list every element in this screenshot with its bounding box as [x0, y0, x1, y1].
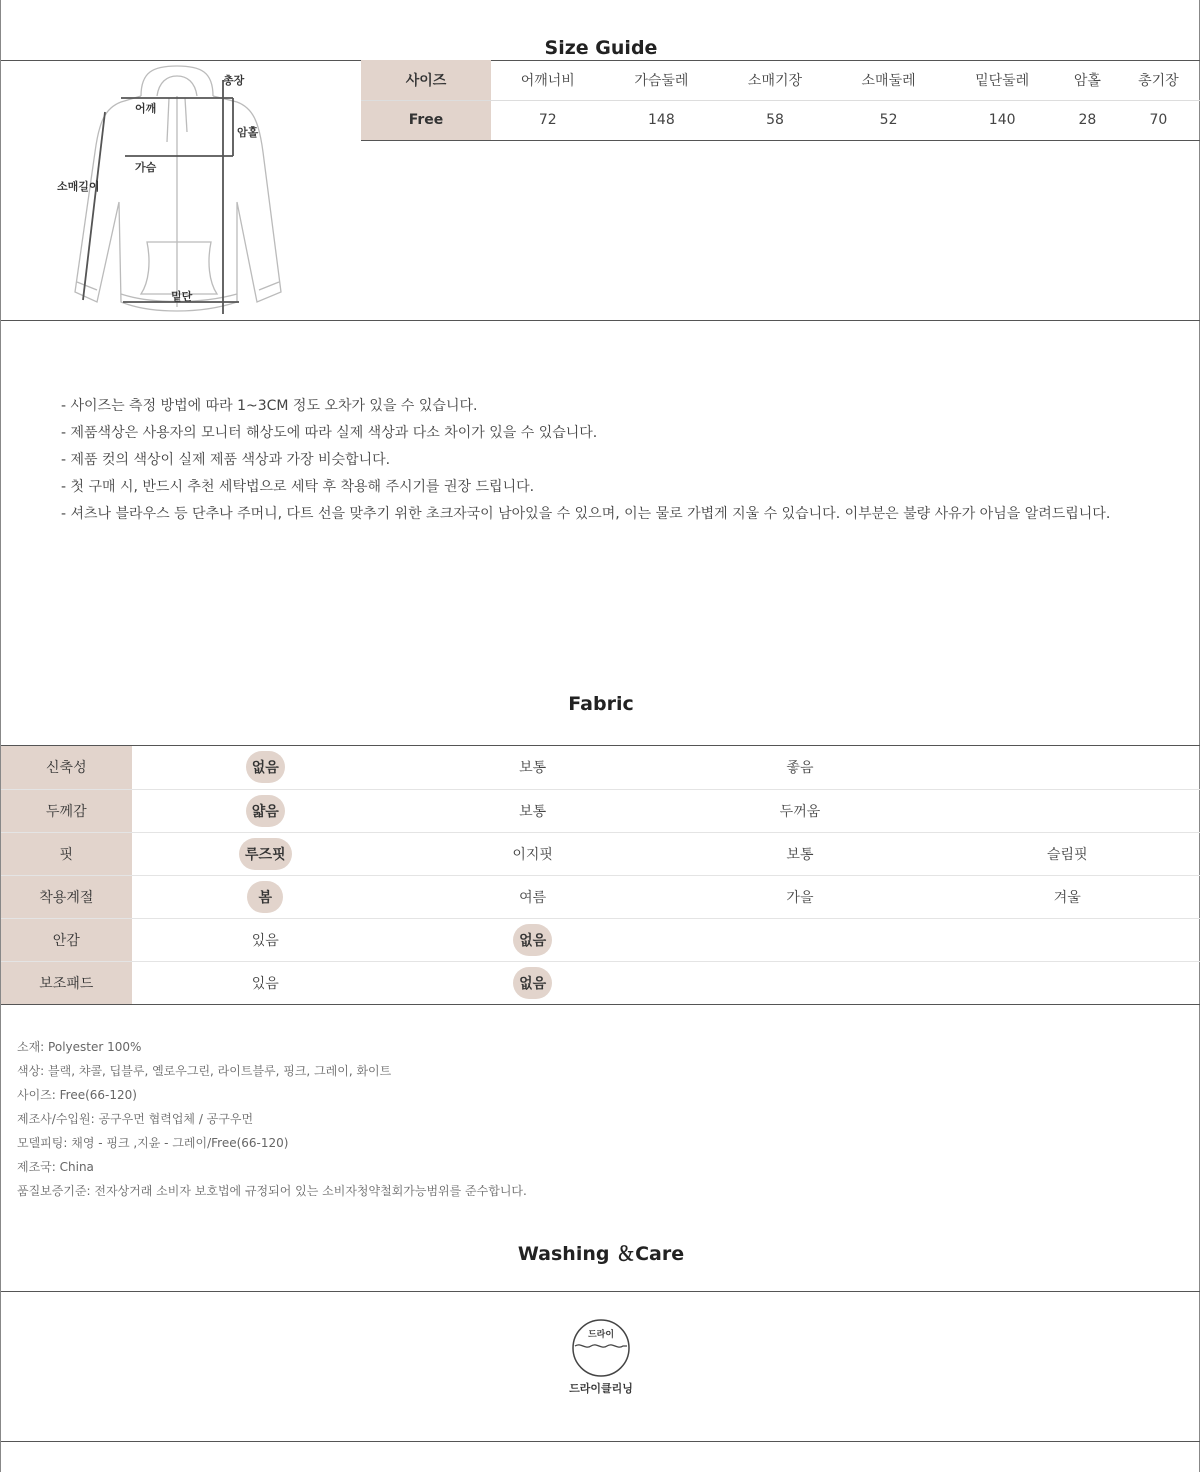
fabric-option-cell: [132, 918, 399, 961]
fabric-option: 보통: [786, 846, 814, 863]
fabric-option: 좋음: [786, 760, 814, 777]
fabric-title: Fabric: [568, 693, 634, 715]
note-item: - 제품 컷의 색상이 실제 제품 색상과 가장 비슷합니다.: [61, 452, 391, 468]
size-header-cell: 소매둘레: [832, 60, 946, 100]
fabric-option-selected: 얇음: [246, 795, 285, 827]
size-value-cell: 52: [832, 100, 946, 140]
info-item: 모델피팅: 채영 - 핑크 ,지윤 - 그레이/Free(66-120): [17, 1136, 289, 1150]
fabric-option-cell: [934, 918, 1200, 961]
hoodie-diagram: [41, 62, 321, 320]
fabric-option: 겨울: [1053, 889, 1081, 906]
fabric-option-cell: [666, 789, 933, 832]
fabric-option-cell: [399, 832, 666, 875]
fabric-table: [1, 746, 1200, 1005]
info-item: 품질보증기준: 전자상거래 소비자 보호법에 규정되어 있는 소비자청약철회가능범위를 준수합니다.: [17, 1184, 527, 1198]
fabric-option-selected: 없음: [513, 967, 552, 999]
size-table-row: [361, 100, 1200, 140]
fabric-option-cell: [399, 961, 666, 1004]
fabric-option-cell: [666, 832, 933, 875]
fabric-option-cell: [934, 789, 1200, 832]
fabric-option: 두꺼움: [779, 803, 821, 820]
dry-clean-icon: [571, 1318, 631, 1378]
fabric-option-cell: [934, 875, 1200, 918]
fabric-option-cell: [132, 746, 399, 789]
info-item: 색상: 블랙, 챠콜, 딥블루, 옐로우그린, 라이트블루, 핑크, 그레이, 화이트: [17, 1064, 392, 1078]
size-header-cell: 밑단둘레: [945, 60, 1059, 100]
diagram-label-total-length: 총장: [223, 74, 245, 87]
fabric-option-cell: [666, 961, 933, 1004]
size-value-cell: 72: [491, 100, 605, 140]
fabric-option-cell: [666, 918, 933, 961]
fabric-row: [1, 918, 1200, 961]
fabric-option-cell: [934, 746, 1200, 789]
fabric-option: 보통: [519, 803, 547, 820]
fabric-option-cell: [934, 832, 1200, 875]
fabric-option-cell: [132, 789, 399, 832]
washing-care-title: Washing ＆Care: [517, 1243, 685, 1265]
fabric-row-label: 안감: [1, 918, 132, 961]
fabric-row: [1, 832, 1200, 875]
fabric-option: 보통: [519, 760, 547, 777]
size-value-cell: 148: [605, 100, 719, 140]
diagram-label-sleeve-length: 소매길이: [57, 180, 100, 193]
fabric-option-cell: [399, 918, 666, 961]
size-header-cell: 총기장: [1116, 60, 1200, 100]
size-guide-title: Size Guide: [544, 37, 658, 59]
dry-clean-label: 드라이클리닝: [569, 1382, 633, 1395]
fabric-option-selected: 없음: [513, 924, 552, 956]
fabric-option-selected: 루즈핏: [239, 838, 292, 870]
size-header-cell: 어깨너비: [491, 60, 605, 100]
fabric-row-label: 보조패드: [1, 961, 132, 1004]
note-item: - 사이즈는 측정 방법에 따라 1~3CM 정도 오차가 있을 수 있습니다.: [61, 398, 478, 414]
fabric-row-label: 착용계절: [1, 875, 132, 918]
fabric-option-cell: [399, 875, 666, 918]
divider: [1, 320, 1200, 321]
diagram-label-armhole: 암홀: [237, 126, 259, 139]
size-value-cell: 140: [945, 100, 1059, 140]
info-item: 제조국: China: [17, 1160, 94, 1174]
notes-list: [61, 393, 1110, 528]
fabric-option: 여름: [519, 889, 547, 906]
fabric-option-cell: [132, 875, 399, 918]
fabric-option: 슬림핏: [1047, 846, 1088, 863]
diagram-label-chest: 가슴: [135, 161, 157, 174]
fabric-option: 가을: [786, 889, 814, 906]
note-item: - 제품색상은 사용자의 모니터 해상도에 따라 실제 색상과 다소 차이가 있을 수 있습니다.: [61, 425, 598, 441]
size-table: [361, 60, 1200, 141]
size-header-cell: 사이즈: [361, 60, 491, 100]
fabric-option: 있음: [251, 975, 279, 992]
diagram-label-hem: 밑단: [171, 290, 193, 303]
size-header-cell: 암홀: [1059, 60, 1116, 100]
product-info-list: [17, 1035, 527, 1203]
size-header-cell: 가슴둘레: [605, 60, 719, 100]
dry-clean-icon-text: 드라이: [587, 1330, 615, 1340]
fabric-option-cell: [399, 789, 666, 832]
fabric-option: 있음: [251, 932, 279, 949]
size-value-cell: Free: [361, 100, 491, 140]
fabric-row-label: 신축성: [1, 746, 132, 789]
fabric-row-label: 핏: [1, 832, 132, 875]
fabric-row: [1, 789, 1200, 832]
info-item: 제조사/수입원: 공구우먼 협력업체 / 공구우먼: [17, 1112, 254, 1126]
size-value-cell: 70: [1116, 100, 1200, 140]
fabric-option-cell: [666, 746, 933, 789]
fabric-option: 이지핏: [512, 846, 553, 863]
fabric-option-cell: [934, 961, 1200, 1004]
fabric-row-label: 두께감: [1, 789, 132, 832]
fabric-option-cell: [666, 875, 933, 918]
fabric-row: [1, 875, 1200, 918]
divider: [1, 1291, 1200, 1292]
fabric-option-cell: [399, 746, 666, 789]
size-table-header-row: [361, 60, 1200, 100]
info-item: 사이즈: Free(66-120): [17, 1088, 137, 1102]
size-value-cell: 58: [718, 100, 832, 140]
fabric-option-cell: [132, 832, 399, 875]
fabric-option-selected: 없음: [246, 751, 285, 783]
size-header-cell: 소매기장: [718, 60, 832, 100]
note-item: - 첫 구매 시, 반드시 추천 세탁법으로 세탁 후 착용해 주시기를 권장 드립니다.: [61, 479, 535, 495]
fabric-row: [1, 746, 1200, 789]
fabric-row: [1, 961, 1200, 1004]
size-value-cell: 28: [1059, 100, 1116, 140]
note-item: - 셔츠나 블라우스 등 단추나 주머니, 다트 선을 맞추기 위한 초크자국이 남아있을 수 있으며, 이는 물로 가볍게 지울 수 있습니다. 이부분은 불량 사유가 아님을 알려드립니다.: [61, 506, 1111, 522]
divider: [1, 1441, 1200, 1442]
fabric-option-cell: [132, 961, 399, 1004]
fabric-option-selected: 봄: [247, 881, 283, 913]
diagram-label-shoulder: 어깨: [135, 102, 157, 115]
info-item: 소재: Polyester 100%: [17, 1040, 142, 1054]
